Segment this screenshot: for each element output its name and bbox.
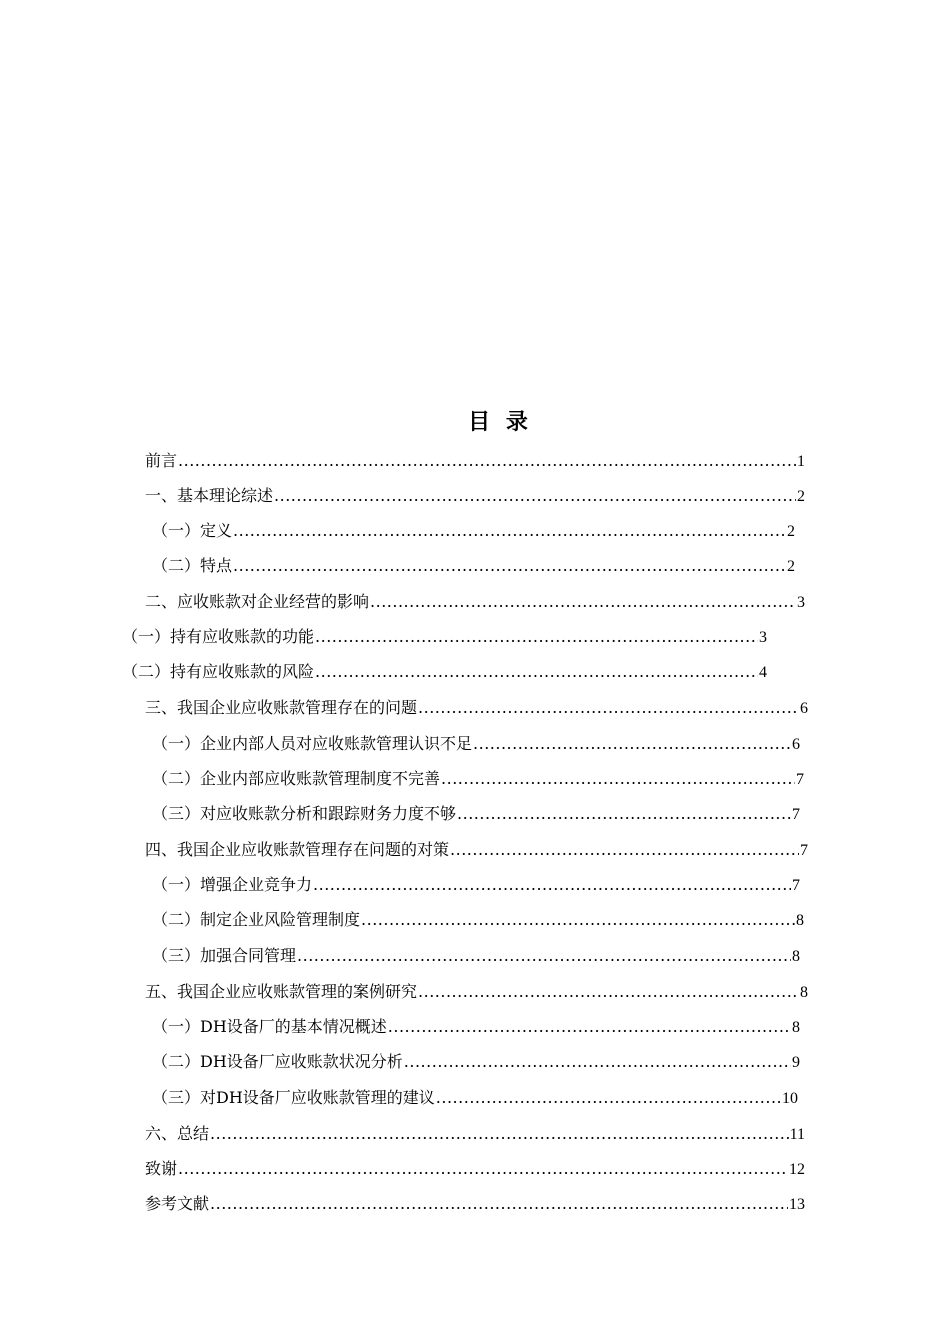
toc-entry-page: 2 <box>787 558 795 575</box>
toc-entry-section-4-2[interactable] <box>152 906 804 934</box>
toc-leader-dots <box>178 1155 788 1183</box>
toc-entry-page: 1 <box>797 453 805 470</box>
toc-entry-page: 8 <box>792 948 800 965</box>
toc-entry-label: （二）DH设备厂应收账款状况分析 <box>152 1052 403 1071</box>
toc-leader-dots <box>313 871 791 899</box>
toc-entry-label: 一、基本理论综述 <box>145 486 274 505</box>
toc-entry-page: 8 <box>792 1019 800 1036</box>
toc-entry-page: 3 <box>759 629 767 646</box>
toc-entry-section-5-2[interactable] <box>152 1048 800 1076</box>
toc-entry-label: （一）定义 <box>152 521 233 540</box>
toc-leader-dots <box>178 447 796 475</box>
toc-leader-dots <box>457 800 791 828</box>
toc-entry-page: 3 <box>797 594 805 611</box>
toc-entry-section-1-1[interactable] <box>152 517 795 545</box>
toc-leader-dots <box>361 906 795 934</box>
toc-leader-dots <box>297 942 791 970</box>
toc-leader-dots <box>441 765 795 793</box>
toc-entry-section-5-3[interactable] <box>152 1084 798 1112</box>
toc-entry-page: 6 <box>792 736 800 753</box>
toc-entry-page: 7 <box>796 771 804 788</box>
toc-entry-references[interactable] <box>145 1190 805 1218</box>
toc-entry-chapter-1[interactable] <box>145 482 805 510</box>
toc-leader-dots <box>315 623 758 651</box>
toc-entry-section-1-2[interactable] <box>152 552 795 580</box>
toc-entry-section-3-1[interactable] <box>152 730 800 758</box>
toc-entry-page: 10 <box>782 1090 798 1107</box>
toc-leader-dots <box>274 482 796 510</box>
toc-entry-label: 前言 <box>145 451 178 470</box>
toc-entry-section-4-1[interactable] <box>152 871 800 899</box>
toc-entry-label: 六、总结 <box>145 1124 210 1143</box>
toc-entry-page: 12 <box>789 1161 805 1178</box>
toc-leader-dots <box>418 978 799 1006</box>
toc-entry-page: 2 <box>797 488 805 505</box>
toc-entry-section-5-1[interactable] <box>152 1013 800 1041</box>
toc-entry-label: （一）持有应收账款的功能 <box>122 627 315 646</box>
toc-entry-chapter-6[interactable] <box>145 1120 805 1148</box>
toc-entry-label: （三）对应收账款分析和跟踪财务力度不够 <box>152 804 457 823</box>
toc-entry-chapter-4[interactable] <box>145 836 808 864</box>
toc-entry-label: （三）加强合同管理 <box>152 946 297 965</box>
toc-leader-dots <box>233 552 786 580</box>
toc-entry-page: 2 <box>787 523 795 540</box>
toc-leader-dots <box>388 1013 791 1041</box>
toc-entry-chapter-5[interactable] <box>145 978 808 1006</box>
toc-entry-chapter-3[interactable] <box>145 694 808 722</box>
toc-entry-page: 8 <box>796 912 804 929</box>
toc-entry-page: 4 <box>759 664 767 681</box>
toc-leader-dots <box>473 730 791 758</box>
toc-entry-label: （二）特点 <box>152 556 233 575</box>
toc-entry-page: 13 <box>789 1196 805 1213</box>
toc-entry-section-3-3[interactable] <box>152 800 800 828</box>
toc-leader-dots <box>436 1084 781 1112</box>
toc-title: 目 录 <box>468 409 532 435</box>
toc-entry-page: 8 <box>800 984 808 1001</box>
toc-leader-dots <box>210 1190 788 1218</box>
toc-entry-label: （二）持有应收账款的风险 <box>122 662 315 681</box>
toc-entry-label: （一）增强企业竞争力 <box>152 875 313 894</box>
toc-leader-dots <box>370 588 796 616</box>
toc-entry-page: 7 <box>792 806 800 823</box>
toc-entry-label: 四、我国企业应收账款管理存在问题的对策 <box>145 840 450 859</box>
toc-entry-label: （二）制定企业风险管理制度 <box>152 910 361 929</box>
toc-entry-label: 五、我国企业应收账款管理的案例研究 <box>145 982 418 1001</box>
toc-entry-page: 9 <box>792 1054 800 1071</box>
toc-entry-label: 参考文献 <box>145 1194 210 1213</box>
toc-entry-section-4-3[interactable] <box>152 942 800 970</box>
toc-entry-section-3-2[interactable] <box>152 765 804 793</box>
toc-leader-dots <box>233 517 786 545</box>
toc-entry-preface[interactable] <box>145 447 805 475</box>
toc-entry-acknowledgements[interactable] <box>145 1155 805 1183</box>
toc-entry-section-2-2[interactable] <box>122 658 767 686</box>
toc-entry-chapter-2[interactable] <box>145 588 805 616</box>
toc-entry-page: 6 <box>800 700 808 717</box>
toc-leader-dots <box>315 658 758 686</box>
toc-entry-section-2-1[interactable] <box>122 623 767 651</box>
toc-entry-page: 7 <box>792 877 800 894</box>
toc-entry-label: （二）企业内部应收账款管理制度不完善 <box>152 769 441 788</box>
toc-leader-dots <box>404 1048 791 1076</box>
toc-entry-label: 三、我国企业应收账款管理存在的问题 <box>145 698 418 717</box>
toc-entry-label: （三）对DH设备厂应收账款管理的建议 <box>152 1088 435 1107</box>
toc-leader-dots <box>210 1120 789 1148</box>
toc-leader-dots <box>450 836 799 864</box>
toc-entry-page: 7 <box>800 842 808 859</box>
toc-entry-label: （一）DH设备厂的基本情况概述 <box>152 1017 387 1036</box>
toc-leader-dots <box>418 694 799 722</box>
toc-entry-label: 二、应收账款对企业经营的影响 <box>145 592 370 611</box>
toc-entry-label: 致谢 <box>145 1159 178 1178</box>
toc-entry-page: 11 <box>789 1126 805 1143</box>
toc-entry-label: （一）企业内部人员对应收账款管理认识不足 <box>152 734 473 753</box>
